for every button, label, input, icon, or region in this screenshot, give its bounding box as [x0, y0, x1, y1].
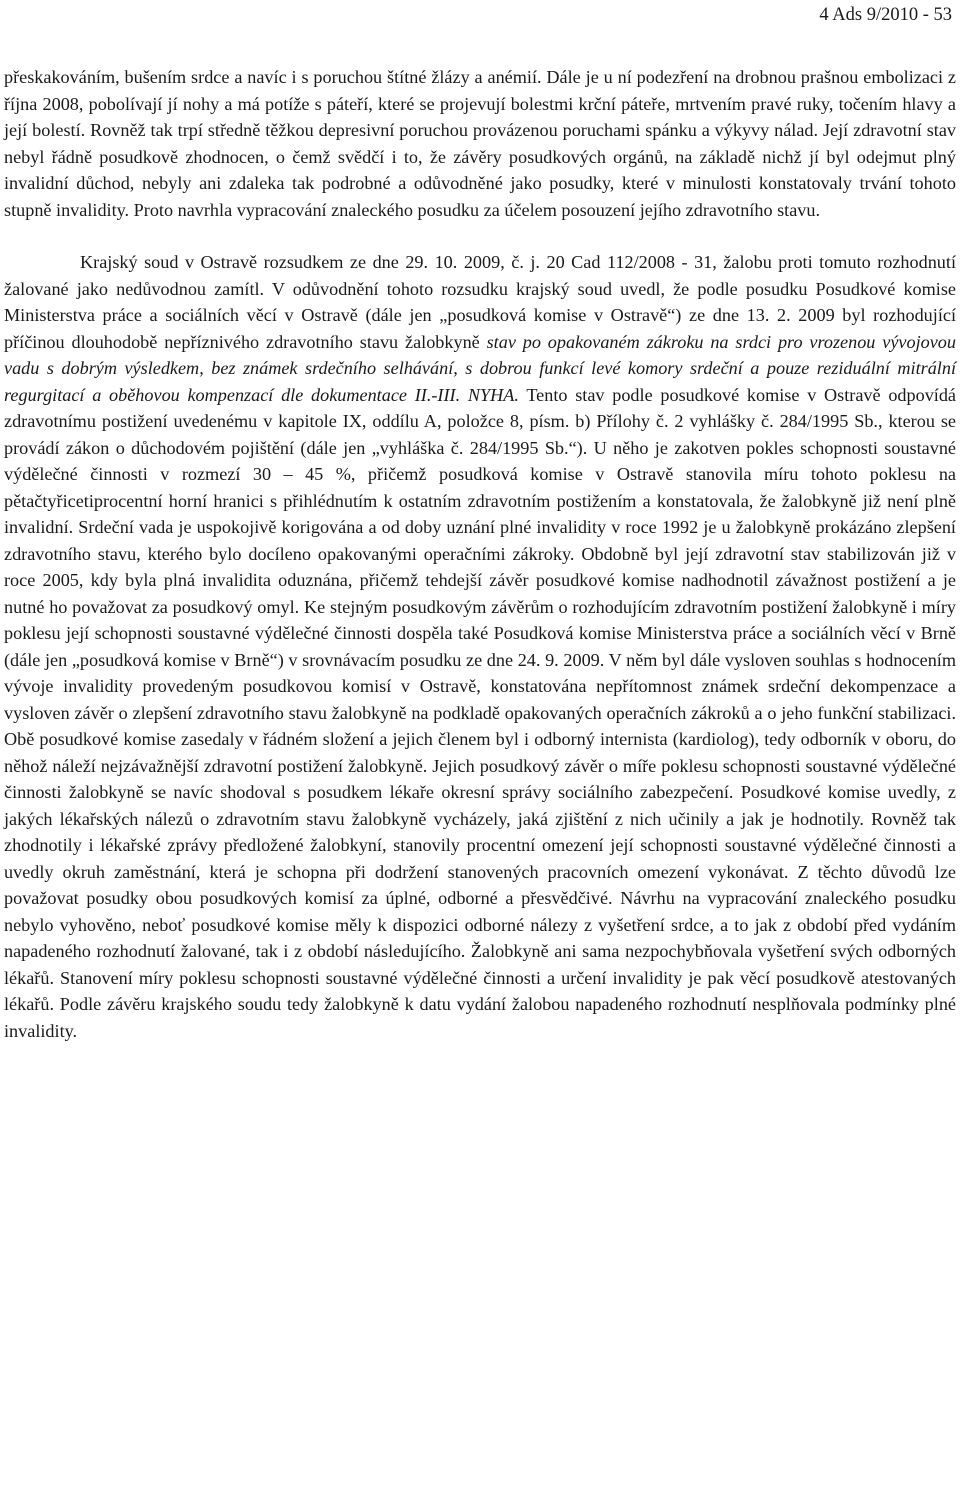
judgment-text-part-1: Krajský soud v Ostravě rozsudkem ze dne 29. 10. 2009, č. j. 20 Cad 112/2008 - 31, žalobu proti tomuto rozhodnutí žalované jako nedůvodnou zamítl. V odůvodnění tohoto rozsudku krajský soud uvedl, že podle posudku Posudkové komise Ministerstva práce a sociálních věcí v Ostravě (dále jen „posudková komise v Ostravě“) ze dne 13. 2. 2009 byl rozhodující příčinou dlouhodobě nepříznivého zdravotního stavu žalobkyně [4, 252, 956, 352]
paragraph-appellant-claims: přeskakováním, bušením srdce a navíc i s poruchou štítné žlázy a anémií. Dále je u ní podezření na drobnou prašnou embolizaci z října 2008, pobolívají jí nohy a má potíže s páteří, které se projevují bolestmi krční páteře, mrtvením pravé ruky, točením hlavy a její bolestí. Rovněž tak trpí středně těžkou depresivní poruchou provázenou poruchami spánku a výkyvy nálad. Její zdravotní stav nebyl řádně posudkově zhodnocen, o čemž svědčí i to, že závěry posudkových orgánů, na základě nichž jí byl odejmut plný invalidní důchod, nebyly ani zdaleka tak podrobné a odůvodněné jako posudky, které v minulosti konstatovaly trvání tohoto stupně invalidity. Proto navrhla vypracování znaleckého posudku za účelem posouzení jejího zdravotního stavu. [4, 67, 956, 220]
paragraph-regional-court-judgment [4, 249, 956, 1044]
document-body [4, 64, 956, 1044]
case-reference-header: 4 Ads 9/2010 - 53 [819, 5, 952, 25]
diagnosis-quote: stav po opakovaném zákroku na srdci pro vrozenou vývojovou vadu s dobrým výsledkem, bez známek srdečního selhávání, s dobrou funkcí levé komory srdeční a pouze reziduální mitrální regurgitací a oběhovou kompenzací dle dokumentace II.-III. NYHA. [4, 331, 956, 405]
judgment-text-part-2: Tento stav podle posudkové komise v Ostravě odpovídá zdravotnímu postižení uvedenému v kapitole IX, oddílu A, položce 8, písm. b) Přílohy č. 2 vyhlášky č. 284/1995 Sb., kterou se provádí zákon o důchodovém pojištění (dále jen „vyhláška č. 284/1995 Sb.“). U něho je zakotven pokles schopnosti soustavné výdělečné činnosti v rozmezí 30 – 45 %, přičemž posudková komise v Ostravě stanovila míru tohoto poklesu na pětačtyřicetiprocentní horní hranici s přihlédnutím k ostatním zdravotním postižením a konstatovala, že žalobkyně již není plně invalidní. Srdeční vada je uspokojivě korigována a od doby uznání plné invalidity v roce 1992 je u žalobkyně prokázáno zlepšení zdravotního stavu, kterého bylo docíleno opakovanými operačními zákroky. Obdobně byl její zdravotní stav stabilizován již v roce 2005, kdy byla plná invalidita oduznána, přičemž tehdejší závěr posudkové komise nadhodnotil závažnost postižení a je nutné ho považovat za posudkový omyl. Ke stejným posudkovým závěrům o rozhodujícím zdravotním postižení žalobkyně i míry poklesu její schopnosti soustavné výdělečné činnosti dospěla také Posudková komise Ministerstva práce a sociálních věcí v Brně (dále jen „posudková komise v Brně“) v srovnávacím posudku ze dne 24. 9. 2009. V něm byl dále vysloven souhlas s hodnocením vývoje invalidity provedeným posudkovou komisí v Ostravě, konstatována nepřítomnost známek srdeční dekompenzace a vysloven závěr o zlepšení zdravotního stavu žalobkyně na podkladě opakovaných operačních zákroků a o jeho funkční stabilizaci. Obě posudkové komise zasedaly v řádném složení a jejich členem byl i odborný internista (kardiolog), tedy odborník v oboru, do něhož náleží nejzávažnější zdravotní postižení žalobkyně. Jejich posudkový závěr o míře poklesu schopnosti soustavné výdělečné činnosti žalobkyně se navíc shodoval s posudkem lékaře okresní správy sociálního zabezpečení. Posudkové komise uvedly, z jakých lékařských nálezů o zdravotním stavu žalobkyně vycházely, jaká zjištění z nich učinily a jak je hodnotily. Rovněž tak zhodnotily i lékařské zprávy předložené žalobkyní, stanovily procentní omezení její schopnosti soustavné výdělečné činnosti a uvedly okruh zaměstnání, která je schopna při dodržení stanovených pracovních omezení vykonávat. Z těchto důvodů lze považovat posudky obou posudkových komisí za úplné, odborné a přesvědčivé. Návrhu na vypracování znaleckého posudku nebylo vyhověno, neboť posudkové komise měly k dispozici odborné nálezy z vyšetření srdce, a to jak z období před vydáním napadeného rozhodnutí žalované, tak i z období následujícího. Žalobkyně ani sama nezpochybňovala vyšetření svých odborných lékařů. Stanovení míry poklesu schopnosti soustavné výdělečné činnosti a určení invalidity je pak věcí posudkově atestovaných lékařů. Podle závěru krajského soudu tedy žalobkyně k datu vydání žalobou napadeného rozhodnutí nesplňovala podmínky plné invalidity. [4, 384, 957, 1041]
